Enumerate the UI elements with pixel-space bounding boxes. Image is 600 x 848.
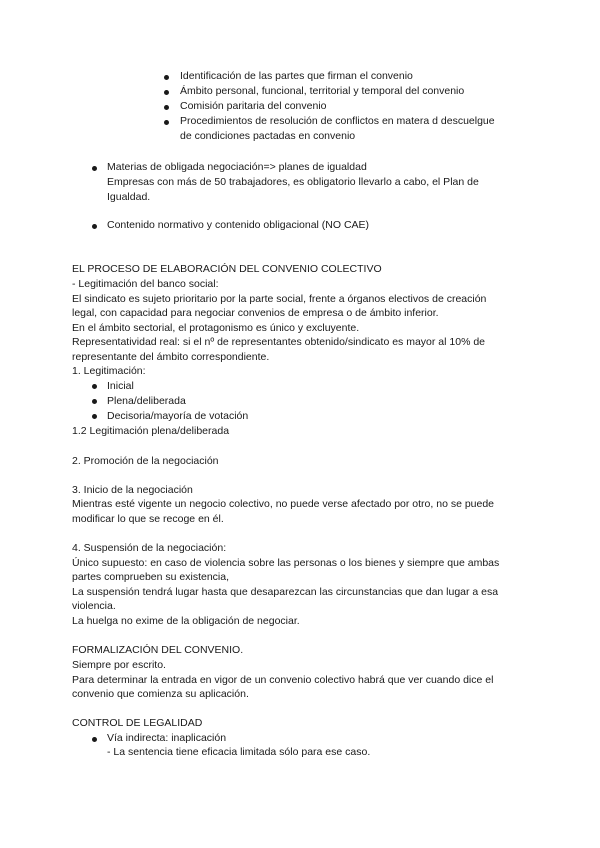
subsection-title: 1.2 Legitimación plena/deliberada	[72, 425, 230, 437]
list-item: Plena/deliberada	[107, 395, 186, 407]
text-line: La suspensión tendrá lugar hasta que desaparezcan las circunstancias que dan lugar a esa	[72, 586, 499, 598]
section-heading: EL PROCESO DE ELABORACIÓN DEL CONVENIO COLECTIVO	[72, 263, 382, 275]
materias-line: Empresas con más de 50 trabajadores, es obligatorio llevarlo a cabo, el Plan de	[107, 176, 479, 188]
bullet-dot	[164, 75, 169, 80]
text-line: La huelga no exime de la obligación de negociar.	[72, 615, 300, 627]
list-item: Procedimientos de resolución de conflictos en matera d descuelgue	[180, 115, 495, 127]
list-item: Decisoria/mayoría de votación	[107, 410, 249, 422]
text-line: partes comprueben su existencia,	[72, 571, 230, 583]
bullet-dot	[92, 414, 97, 419]
section-heading: CONTROL DE LEGALIDAD	[72, 717, 203, 729]
bullet-dot	[164, 90, 169, 95]
subsection-title: 2. Promoción de la negociación	[72, 455, 219, 467]
text-line: modificar lo que se recoge en él.	[72, 513, 224, 525]
text-line: En el ámbito sectorial, el protagonismo es único y excluyente.	[72, 322, 360, 334]
text-line: violencia.	[72, 600, 116, 612]
text-line: El sindicato es sujeto prioritario por la parte social, frente a órganos electivos de creación	[72, 293, 487, 305]
bullet-dot	[164, 105, 169, 110]
list-item: Ámbito personal, funcional, territorial y temporal del convenio	[180, 85, 465, 97]
section-heading: FORMALIZACIÓN DEL CONVENIO.	[72, 644, 244, 656]
materias-line: Igualdad.	[107, 191, 151, 203]
list-item: Inicial	[107, 380, 134, 392]
bullet-dot	[92, 224, 97, 229]
list-item: Identificación de las partes que firman el convenio	[180, 70, 413, 82]
bullet-dot	[92, 166, 97, 171]
bullet-dot	[92, 399, 97, 404]
text-line: Mientras esté vigente un negocio colectivo, no puede verse afectado por otro, no se puede	[72, 498, 495, 510]
list-item: Vía indirecta: inaplicación	[107, 732, 227, 744]
list-item-continuation: de condiciones pactadas en convenio	[180, 130, 356, 142]
list-item: Comisión paritaria del convenio	[180, 100, 327, 112]
subsection-title: 4. Suspensión de la negociación:	[72, 542, 227, 554]
text-line: Único supuesto: en caso de violencia sobre las personas o los bienes y siempre que ambas	[72, 557, 500, 569]
text-line: - Legitimación del banco social:	[72, 278, 219, 290]
list-item-sub: - La sentencia tiene eficacia limitada sólo para ese caso.	[107, 746, 371, 758]
bullet-dot	[92, 737, 97, 742]
materias-bullet: Materias de obligada negociación=> planes de igualdad	[107, 161, 367, 173]
text-line: legal, con capacidad para negociar convenios de empresa o de ámbito inferior.	[72, 307, 439, 319]
text-line: convenio que comienza su aplicación.	[72, 688, 249, 700]
text-line: representante del ámbito correspondiente.	[72, 351, 270, 363]
contenido-bullet: Contenido normativo y contenido obligacional (NO CAE)	[107, 219, 370, 231]
bullet-dot	[164, 120, 169, 125]
text-line: Siempre por escrito.	[72, 659, 166, 671]
subsection-title: 3. Inicio de la negociación	[72, 484, 193, 496]
subsection-title: 1. Legitimación:	[72, 365, 146, 377]
bullet-dot	[92, 384, 97, 389]
text-line: Para determinar la entrada en vigor de un convenio colectivo habrá que ver cuando dice el	[72, 674, 494, 686]
text-line: Representatividad real: si el nº de representantes obtenido/sindicato es mayor al 10% de	[72, 336, 485, 348]
